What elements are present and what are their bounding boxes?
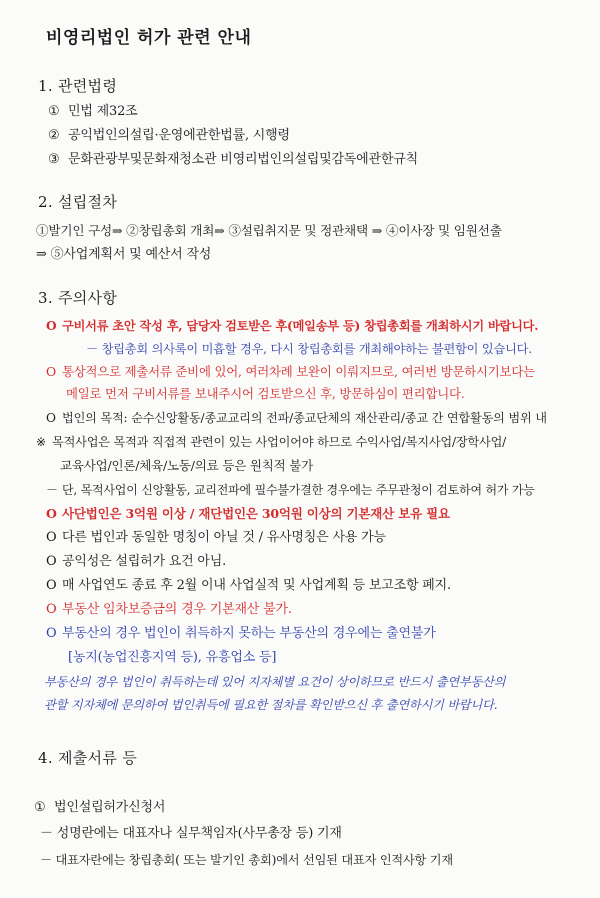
note-12a: 부동산의 경우 법인이 취득하는데 있어 지자체별 요건이 상이하므로 반드시 출연부동산의 xyxy=(44,675,506,689)
note-1-bullet: O xyxy=(46,319,57,333)
note-4-mark: ※ xyxy=(36,435,47,449)
note-10 xyxy=(46,602,292,618)
section-heading-docs: 4. 제출서류 등 xyxy=(38,749,137,767)
docs-sub-1: － 성명란에는 대표자나 실무책임자(사무총장 등) 기재 xyxy=(40,826,342,841)
note-6-text: 사단법인은 3억원 이상 / 재단법인은 30억원 이상의 기본재산 보유 필요 xyxy=(62,506,450,521)
note-3-text: 법인의 목적: 순수신앙활동/종교교리의 전파/종교단체의 재산관리/종교 간 연합활동의 범위 내 xyxy=(62,411,547,425)
note-2-bullet: O xyxy=(46,364,56,379)
note-7-text: 다른 법인과 동일한 명칭이 아닐 것 / 유사명칭은 사용 가능 xyxy=(62,530,386,545)
docs-item-1 xyxy=(34,800,165,816)
note-2a xyxy=(46,364,535,380)
docs-item-1-text: 법인설립허가신청서 xyxy=(54,800,166,815)
law-item-2-num: ② xyxy=(48,128,60,143)
note-1-text: 구비서류 초안 작성 후, 담당자 검토받은 후(메일송부 등) 창립총회를 개최하시기 바랍니다. xyxy=(62,319,539,333)
note-11-text: 부동산의 경우 법인이 취득하지 못하는 부동산의 경우에는 출연불가 xyxy=(62,626,436,641)
law-item-2 xyxy=(48,128,290,144)
note-4a xyxy=(36,434,506,450)
note-12b: 관할 지자체에 문의하여 법인취득에 필요한 절차를 확인받으신 후 출연하시기 바랍니다. xyxy=(44,698,498,712)
docs-sub-2: － 대표자란에는 창립총회( 또는 발기인 총회)에서 선임된 대표자 인적사항 기재 xyxy=(40,853,453,867)
note-1 xyxy=(46,318,538,334)
note-9-text: 매 사업연도 종료 후 2월 이내 사업실적 및 사업계획 등 보고조항 폐지. xyxy=(62,578,451,593)
note-6 xyxy=(46,506,450,522)
note-4a-text: 목적사업은 목적과 직접적 관련이 있는 사업이어야 하므로 수익사업/복지사업/장학사업/ xyxy=(52,435,507,449)
note-2b: 메일로 먼저 구비서류를 보내주시어 검토받으신 후, 방문하심이 편리합니다. xyxy=(66,386,465,401)
page-title: 비영리법인 허가 관련 안내 xyxy=(46,28,252,48)
note-9 xyxy=(46,578,451,594)
note-7-bullet: O xyxy=(46,530,57,545)
law-item-2-text: 공익법인의설립·운영에관한법률, 시행령 xyxy=(68,128,290,143)
note-3 xyxy=(46,410,547,426)
note-11 xyxy=(46,626,436,642)
law-item-3 xyxy=(48,152,418,168)
note-6-bullet: O xyxy=(46,506,57,521)
section-heading-procedure: 2. 설립절차 xyxy=(38,193,118,211)
section-heading-laws: 1. 관련법령 xyxy=(38,77,118,95)
note-3-bullet: O xyxy=(46,411,56,425)
note-8-text: 공익성은 설립허가 요건 아님. xyxy=(62,554,227,569)
note-2a-text: 통상적으로 제출서류 준비에 있어, 여러차례 보완이 이뤄지므로, 여러번 방문하시기보다는 xyxy=(62,364,535,379)
procedure-line-1: ①발기인 구성⇒ ②창립총회 개최⇒ ③설립취지문 및 정관채택 ⇒ ④이사장 및 임원선출 xyxy=(36,223,502,238)
note-7 xyxy=(46,530,386,546)
note-11-bullet: O xyxy=(46,626,57,641)
law-item-1 xyxy=(48,104,138,120)
procedure-line-2: ⇒ ⑤사업계획서 및 예산서 작성 xyxy=(36,247,212,262)
note-1-sub: － 창립총회 의사록이 미흡할 경우, 다시 창립총회를 개최해야하는 불편함이 있습니다. xyxy=(86,342,532,356)
law-item-1-text: 민법 제32조 xyxy=(68,104,138,119)
note-5-mark: － xyxy=(46,483,58,497)
note-5-text: 단, 목적사업이 신앙활동, 교리전파에 필수불가결한 경우에는 주무관청이 검토하여 허가 가능 xyxy=(62,483,535,497)
note-8 xyxy=(46,554,226,570)
note-4b: 교육사업/인론/체육/노동/의료 등은 원칙적 불가 xyxy=(60,458,313,473)
docs-item-1-num: ① xyxy=(34,800,46,815)
note-11-sub: [농지(농업진흥지역 등), 유흥업소 등] xyxy=(68,650,277,665)
law-item-1-num: ① xyxy=(48,104,60,119)
note-10-text: 부동산 임차보증금의 경우 기본재산 불가. xyxy=(62,602,292,617)
note-10-bullet: O xyxy=(46,602,57,617)
note-5 xyxy=(46,482,535,498)
law-item-3-text: 문화관광부및문화재청소관 비영리법인의설립및감독에관한규칙 xyxy=(68,152,418,167)
section-heading-notes: 3. 주의사항 xyxy=(38,289,118,307)
law-item-3-num: ③ xyxy=(48,152,60,167)
note-9-bullet: O xyxy=(46,578,57,593)
note-8-bullet: O xyxy=(46,554,57,569)
